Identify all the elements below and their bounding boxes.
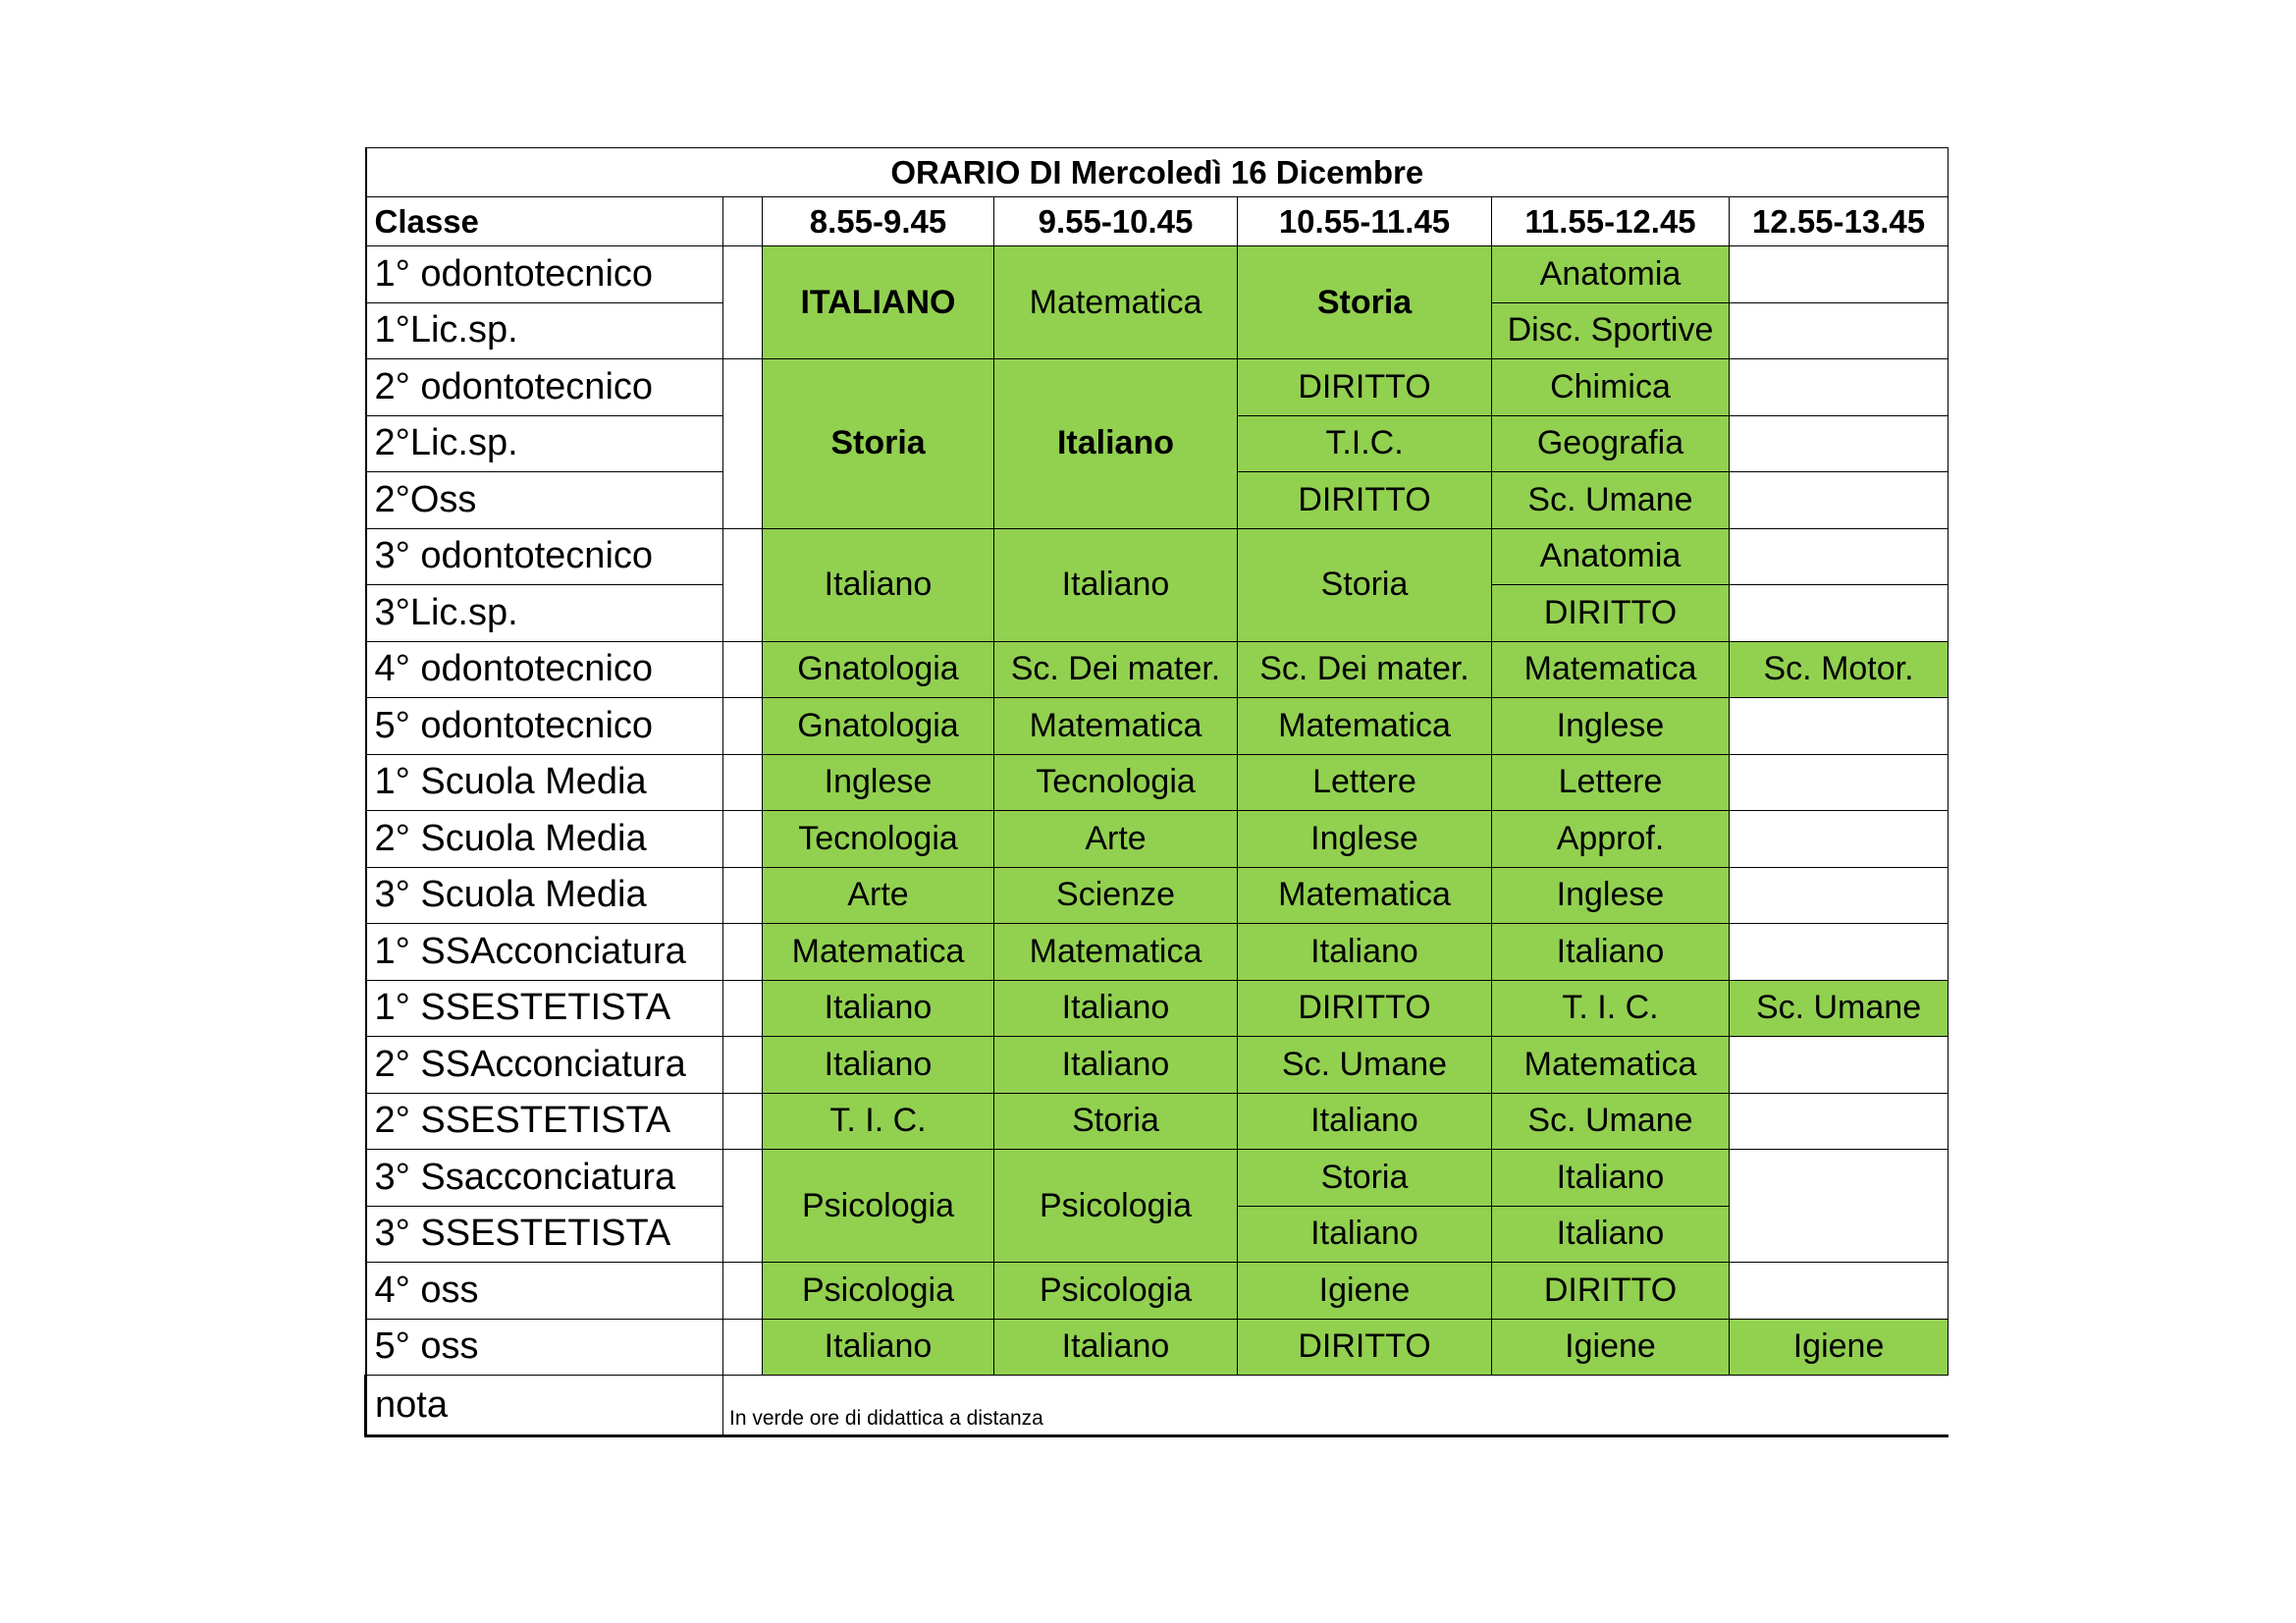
header-slot-4: 11.55-12.45 <box>1492 197 1730 246</box>
empty-cell <box>1730 924 1949 981</box>
class-name: 4° oss <box>366 1263 723 1320</box>
lesson-cell: Inglese <box>763 754 994 811</box>
lesson-cell: Italiano <box>1492 924 1730 981</box>
lesson-cell: Gnatologia <box>763 641 994 698</box>
header-classe: Classe <box>366 197 723 246</box>
class-name: 1° SSESTETISTA <box>366 980 723 1037</box>
lesson-cell: Italiano <box>763 528 994 641</box>
header-spacer <box>723 197 763 246</box>
table-row <box>366 1319 1949 1376</box>
nota-text: In verde ore di didattica a distanza <box>723 1376 1949 1436</box>
lesson-cell: Italiano <box>994 528 1238 641</box>
lesson-cell: Italiano <box>994 359 1238 529</box>
lesson-cell: Matematica <box>763 924 994 981</box>
lesson-cell: Disc. Sportive <box>1492 302 1730 359</box>
nota-row <box>366 1376 1949 1436</box>
lesson-cell: Scienze <box>994 867 1238 924</box>
lesson-cell: Italiano <box>1238 924 1492 981</box>
lesson-cell: DIRITTO <box>1492 1263 1730 1320</box>
lesson-cell: T. I. C. <box>1492 980 1730 1037</box>
lesson-cell: Gnatologia <box>763 698 994 755</box>
empty-cell <box>1730 754 1949 811</box>
empty-cell <box>1730 698 1949 755</box>
lesson-cell: Sc. Dei mater. <box>994 641 1238 698</box>
lesson-cell: T.I.C. <box>1238 415 1492 472</box>
header-slot-1: 8.55-9.45 <box>763 197 994 246</box>
lesson-cell: Chimica <box>1492 359 1730 416</box>
empty-cell <box>1730 359 1949 416</box>
table-row <box>366 1037 1949 1094</box>
lesson-cell: Sc. Umane <box>1730 980 1949 1037</box>
lesson-cell: Geografia <box>1492 415 1730 472</box>
spacer-cell <box>723 1093 763 1150</box>
lesson-cell: Inglese <box>1238 811 1492 868</box>
lesson-cell: DIRITTO <box>1238 472 1492 529</box>
class-name: 4° odontotecnico <box>366 641 723 698</box>
lesson-cell: Sc. Motor. <box>1730 641 1949 698</box>
lesson-cell: Sc. Umane <box>1238 1037 1492 1094</box>
lesson-cell: Storia <box>1238 528 1492 641</box>
timetable-sheet <box>364 147 1947 1446</box>
empty-cell <box>1730 1150 1949 1263</box>
spacer-cell <box>723 1037 763 1094</box>
spacer-cell <box>723 1263 763 1320</box>
page-title: ORARIO DI Mercoledì 16 Dicembre <box>366 148 1949 197</box>
lesson-cell: Matematica <box>1492 1037 1730 1094</box>
lesson-cell: T. I. C. <box>763 1093 994 1150</box>
class-name: 3° odontotecnico <box>366 528 723 585</box>
lesson-cell: Italiano <box>763 980 994 1037</box>
lesson-cell: Italiano <box>1492 1206 1730 1263</box>
spacer-cell <box>723 359 763 529</box>
lesson-cell: Italiano <box>1492 1150 1730 1207</box>
empty-cell <box>1730 867 1949 924</box>
lesson-cell: Anatomia <box>1492 528 1730 585</box>
class-name: 5° odontotecnico <box>366 698 723 755</box>
lesson-cell: DIRITTO <box>1492 585 1730 642</box>
table-row <box>366 980 1949 1037</box>
class-name: 3° Scuola Media <box>366 867 723 924</box>
spacer-cell <box>723 867 763 924</box>
table-row <box>366 1150 1949 1207</box>
table-row <box>366 359 1949 416</box>
table-row <box>366 641 1949 698</box>
lesson-cell: Italiano <box>763 1319 994 1376</box>
table-row <box>366 246 1949 303</box>
lesson-cell: Storia <box>994 1093 1238 1150</box>
nota-label: nota <box>366 1376 723 1436</box>
class-name: 1° SSAcconciatura <box>366 924 723 981</box>
lesson-cell: DIRITTO <box>1238 980 1492 1037</box>
lesson-cell: Sc. Umane <box>1492 1093 1730 1150</box>
lesson-cell: Psicologia <box>763 1263 994 1320</box>
lesson-cell: Psicologia <box>994 1150 1238 1263</box>
class-name: 3°Lic.sp. <box>366 585 723 642</box>
empty-cell <box>1730 415 1949 472</box>
header-row <box>366 197 1949 246</box>
spacer-cell <box>723 528 763 641</box>
lesson-cell: Igiene <box>1492 1319 1730 1376</box>
header-slot-3: 10.55-11.45 <box>1238 197 1492 246</box>
class-name: 2°Oss <box>366 472 723 529</box>
empty-cell <box>1730 811 1949 868</box>
table-row <box>366 811 1949 868</box>
empty-cell <box>1730 1093 1949 1150</box>
empty-cell <box>1730 528 1949 585</box>
spacer-cell <box>723 811 763 868</box>
empty-cell <box>1730 302 1949 359</box>
spacer-cell <box>723 1150 763 1263</box>
spacer-cell <box>723 1319 763 1376</box>
empty-cell <box>1730 246 1949 303</box>
lesson-cell: Matematica <box>994 924 1238 981</box>
lesson-cell: Matematica <box>1238 698 1492 755</box>
spacer-cell <box>723 246 763 359</box>
lesson-cell: Inglese <box>1492 867 1730 924</box>
lesson-cell: Storia <box>1238 1150 1492 1207</box>
class-name: 1° Scuola Media <box>366 754 723 811</box>
class-name: 1°Lic.sp. <box>366 302 723 359</box>
lesson-cell: Arte <box>994 811 1238 868</box>
empty-cell <box>1730 585 1949 642</box>
spacer-cell <box>723 641 763 698</box>
empty-cell <box>1730 1263 1949 1320</box>
class-name: 2°Lic.sp. <box>366 415 723 472</box>
table-row <box>366 1093 1949 1150</box>
table-row <box>366 867 1949 924</box>
class-name: 3° SSESTETISTA <box>366 1206 723 1263</box>
lesson-cell: Matematica <box>1492 641 1730 698</box>
spacer-cell <box>723 980 763 1037</box>
lesson-cell: Italiano <box>763 1037 994 1094</box>
lesson-cell: Italiano <box>1238 1093 1492 1150</box>
lesson-cell: Sc. Umane <box>1492 472 1730 529</box>
lesson-cell: Igiene <box>1238 1263 1492 1320</box>
spacer-cell <box>723 924 763 981</box>
empty-cell <box>1730 1037 1949 1094</box>
lesson-cell: Storia <box>763 359 994 529</box>
class-name: 5° oss <box>366 1319 723 1376</box>
header-slot-5: 12.55-13.45 <box>1730 197 1949 246</box>
class-name: 2° SSESTETISTA <box>366 1093 723 1150</box>
spacer-cell <box>723 754 763 811</box>
class-name: 2° odontotecnico <box>366 359 723 416</box>
table-row <box>366 754 1949 811</box>
lesson-cell: Italiano <box>994 980 1238 1037</box>
empty-cell <box>1730 472 1949 529</box>
lesson-cell: Anatomia <box>1492 246 1730 303</box>
lesson-cell: Italiano <box>1238 1206 1492 1263</box>
header-slot-2: 9.55-10.45 <box>994 197 1238 246</box>
lesson-cell: Igiene <box>1730 1319 1949 1376</box>
lesson-cell: Tecnologia <box>763 811 994 868</box>
title-row <box>366 148 1949 197</box>
lesson-cell: Italiano <box>994 1319 1238 1376</box>
lesson-cell: Arte <box>763 867 994 924</box>
lesson-cell: Psicologia <box>994 1263 1238 1320</box>
spacer-cell <box>723 698 763 755</box>
lesson-cell: Approf. <box>1492 811 1730 868</box>
timetable <box>364 147 1949 1437</box>
lesson-cell: DIRITTO <box>1238 359 1492 416</box>
class-name: 2° SSAcconciatura <box>366 1037 723 1094</box>
lesson-cell: Matematica <box>1238 867 1492 924</box>
lesson-cell: Inglese <box>1492 698 1730 755</box>
lesson-cell: Matematica <box>994 246 1238 359</box>
lesson-cell: Storia <box>1238 246 1492 359</box>
table-row <box>366 528 1949 585</box>
lesson-cell: Italiano <box>994 1037 1238 1094</box>
class-name: 2° Scuola Media <box>366 811 723 868</box>
lesson-cell: Tecnologia <box>994 754 1238 811</box>
class-name: 1° odontotecnico <box>366 246 723 303</box>
lesson-cell: Sc. Dei mater. <box>1238 641 1492 698</box>
class-name: 3° Ssacconciatura <box>366 1150 723 1207</box>
lesson-cell: Lettere <box>1238 754 1492 811</box>
lesson-cell: ITALIANO <box>763 246 994 359</box>
table-row <box>366 924 1949 981</box>
table-row <box>366 1263 1949 1320</box>
lesson-cell: Psicologia <box>763 1150 994 1263</box>
lesson-cell: Matematica <box>994 698 1238 755</box>
lesson-cell: Lettere <box>1492 754 1730 811</box>
lesson-cell: DIRITTO <box>1238 1319 1492 1376</box>
table-row <box>366 698 1949 755</box>
